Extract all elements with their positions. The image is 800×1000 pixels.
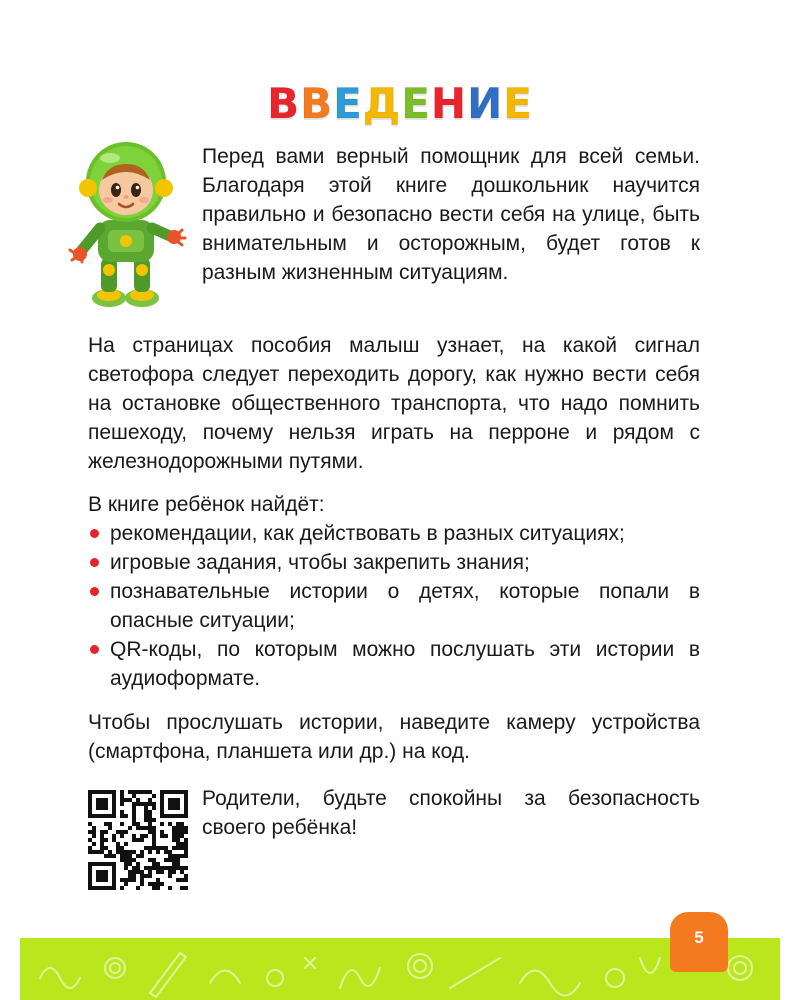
title-letter: Е: [401, 79, 431, 128]
list-item-text: рекомендации, как действовать в разных ситуациях;: [110, 522, 625, 545]
footer-decoration: [20, 938, 780, 1000]
robot-illustration: [64, 138, 188, 308]
topics-paragraph: На страницах пособия малыш узнает, на какой сигнал светофора следует переходить дорогу, как нужно вести себя на остановке общественного транспорта, что надо помнить пешеходу, почему нельзя играть на перроне и рядом с железнодорожными путями.: [88, 334, 700, 473]
list-item: [88, 548, 700, 577]
bullet-dot-icon: [90, 529, 99, 538]
list-item-text: QR-коды, по которым можно послушать эти истории в аудиоформате.: [110, 638, 700, 690]
list-item-text: познавательные истории о детях, которые попали в опасные ситуации;: [110, 580, 700, 632]
list-item: [88, 635, 700, 693]
title-letter: Е: [503, 79, 533, 128]
features-list: [88, 519, 700, 693]
page-number: 5: [694, 928, 704, 947]
list-item: [88, 577, 700, 635]
instruction-paragraph: Чтобы прослушать истории, наведите камеру устройства (смартфона, планшета или др.) на код.: [88, 711, 700, 763]
title-letter: В: [267, 79, 301, 128]
title-letter: Е: [333, 79, 363, 128]
bullet-dot-icon: [90, 645, 99, 654]
title-letter: Н: [430, 79, 468, 128]
list-item-text: игровые задания, чтобы закрепить знания;: [110, 551, 530, 574]
parents-message: Родители, будьте спокойны за безопасность своего ребёнка!: [202, 787, 700, 839]
bullet-dot-icon: [90, 558, 99, 567]
title-letter: Д: [362, 79, 402, 128]
list-intro: В книге ребёнок найдёт:: [88, 493, 325, 516]
bullet-dot-icon: [90, 587, 99, 596]
qr-code[interactable]: [88, 790, 188, 890]
doodle-pattern-icon: [20, 938, 780, 1000]
title-letter: И: [467, 79, 504, 128]
intro-paragraph: Перед вами верный помощник для всей семьи. Благодаря этой книге дошкольник научится правильно и безопасно вести себя на улице, быть внимательным и осторожным, будет готов к разным жизненным ситуациям.: [202, 145, 700, 284]
list-item: [88, 519, 700, 548]
page-title: [0, 74, 800, 134]
title-letter: В: [300, 79, 334, 128]
